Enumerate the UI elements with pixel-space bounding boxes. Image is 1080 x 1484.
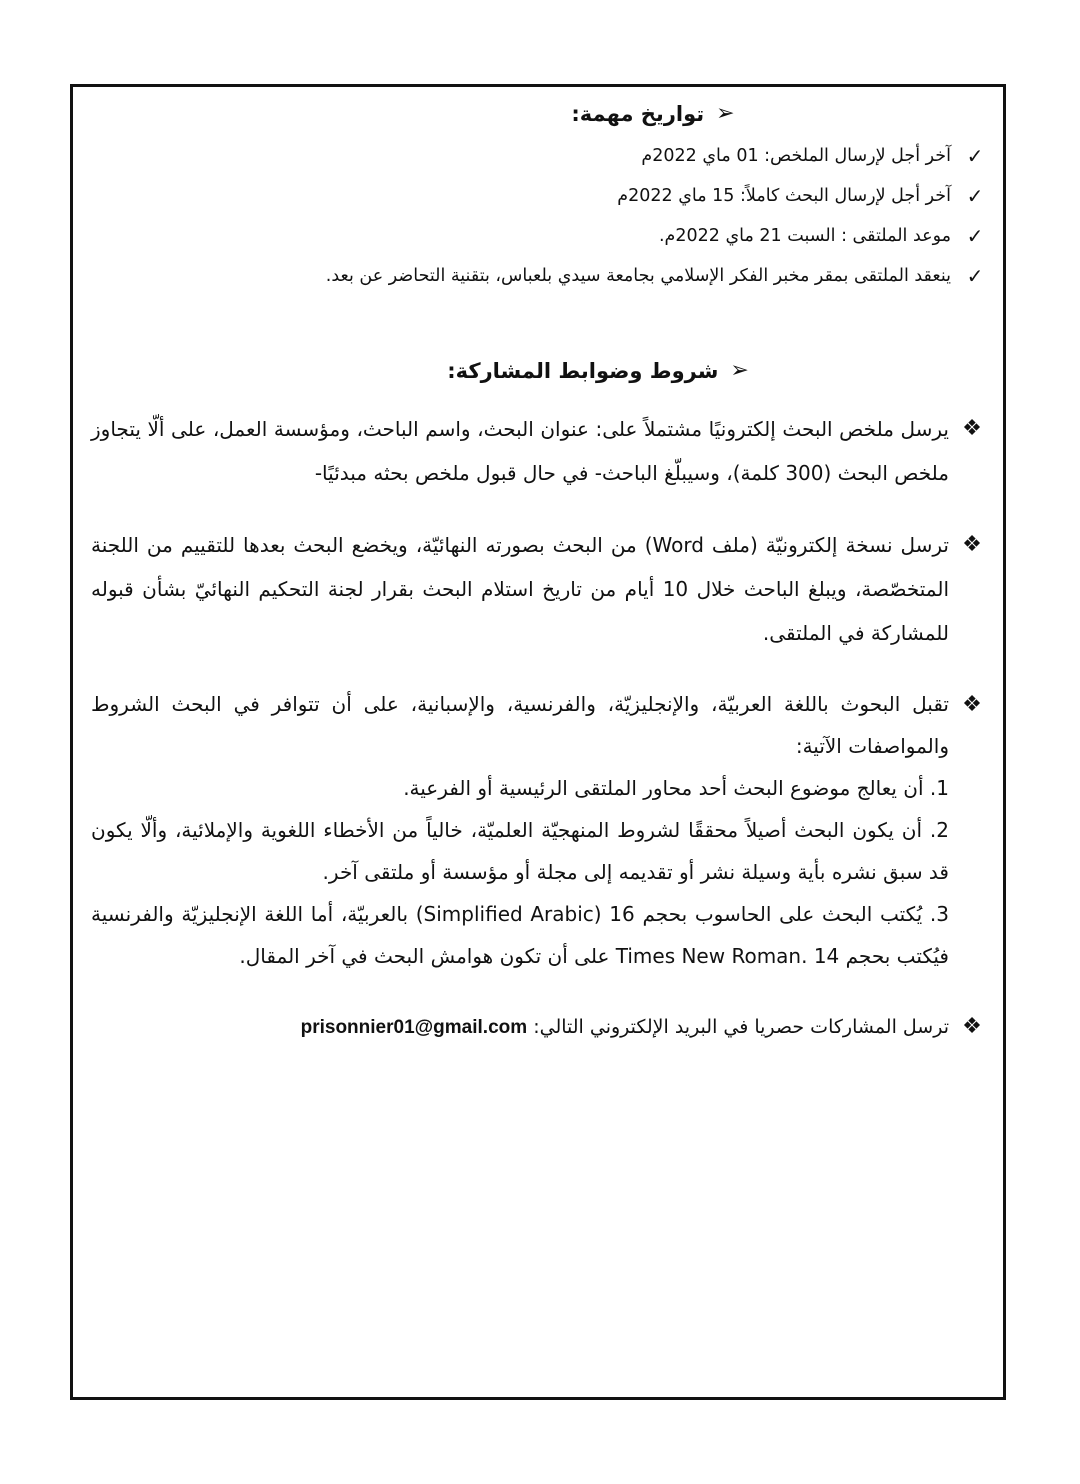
- condition-item: 3. يُكتب البحث على الحاسوب بحجم 16 (Simplified Arabic) بالعربيّة، أما اللغة الإنجليزيّة والفرنسية فيُكتب بحجم Times New Roman. 14 على أن تكون هوامش البحث في آخر المقال.: [91, 902, 950, 968]
- diamond-bullet-icon: ❖: [962, 416, 982, 441]
- conditions-title-text: شروط وضوابط المشاركة:: [447, 358, 719, 383]
- arrow-bullet-icon: ➢: [730, 358, 749, 383]
- list-item: [91, 256, 985, 296]
- check-icon: ✓: [966, 184, 984, 208]
- condition-intro: تقبل البحوث باللغة العربيّة، والإنجليزيّة، والفرنسية، والإسبانية، على أن تتوافر في البحث الشروط والمواصفات الآتية:: [91, 692, 949, 758]
- dates-section-title: [321, 101, 985, 126]
- submission-line: [301, 1005, 949, 1050]
- dates-list: [91, 136, 985, 296]
- condition-text: ترسل نسخة إلكترونيّة (ملف Word) من البحث بصورته النهائيّة، ويخضع البحث بعدها للتقييم من اللجنة المتخصّصة، ويبلغ الباحث خلال 10 أيام من تاريخ استلام البحث بقرار لجنة التحكيم النهائيّ بشأن قبوله للمشاركة في الملتقى.: [91, 533, 949, 645]
- date-item-text: آخر أجل لإرسال الملخص: 01 ماي 2022م: [641, 146, 951, 166]
- condition-paragraph: [91, 407, 985, 495]
- document-frame: [70, 84, 1006, 1400]
- date-item-text: ينعقد الملتقى بمقر مخبر الفكر الإسلامي بجامعة سيدي بلعباس، بتقنية التحاضر عن بعد.: [325, 266, 951, 286]
- check-icon: ✓: [966, 144, 984, 168]
- condition-paragraph: [91, 1005, 985, 1050]
- condition-item: 1. أن يعالج موضوع البحث أحد محاور الملتقى الرئيسية أو الفرعية.: [403, 776, 949, 800]
- dates-title-text: تواريخ مهمة:: [571, 101, 705, 126]
- condition-text: يرسل ملخص البحث إلكترونيًا مشتملاً على: عنوان البحث، واسم الباحث، ومؤسسة العمل، على ألّا يتجاوز ملخص البحث (300 كلمة)، وسيبلّغ الباحث- في حال قبول ملخص بحثه مبدئيًا-: [91, 417, 949, 485]
- condition-paragraph: [91, 523, 985, 655]
- document-content: [91, 101, 985, 1387]
- list-item: [91, 176, 985, 216]
- list-item: [91, 216, 985, 256]
- submission-text: ترسل المشاركات حصريا في البريد الإلكتروني التالي:: [533, 1016, 949, 1038]
- condition-text-group: [91, 683, 949, 977]
- check-icon: ✓: [966, 224, 984, 248]
- date-item-text: موعد الملتقى : السبت 21 ماي 2022م.: [658, 226, 951, 246]
- arrow-bullet-icon: ➢: [716, 101, 735, 126]
- diamond-bullet-icon: ❖: [962, 1014, 982, 1039]
- condition-item: 2. أن يكون البحث أصيلاً محققًا لشروط المنهجيّة العلميّة، خالياً من الأخطاء اللغوية والإملائية، وألّا يكون قد سبق نشره بأية وسيلة نشر أو تقديمه إلى مجلة أو مؤسسة أو ملتقى آخر.: [91, 818, 949, 884]
- date-item-text: آخر أجل لإرسال البحث كاملاً: 15 ماي 2022م: [617, 186, 951, 206]
- diamond-bullet-icon: ❖: [962, 532, 982, 557]
- conditions-section-title: [211, 358, 985, 383]
- email-address: prisonnier01@gmail.com: [300, 1017, 528, 1038]
- diamond-bullet-icon: ❖: [962, 692, 982, 717]
- list-item: [91, 136, 985, 176]
- condition-paragraph: [91, 683, 985, 977]
- check-icon: ✓: [966, 264, 984, 288]
